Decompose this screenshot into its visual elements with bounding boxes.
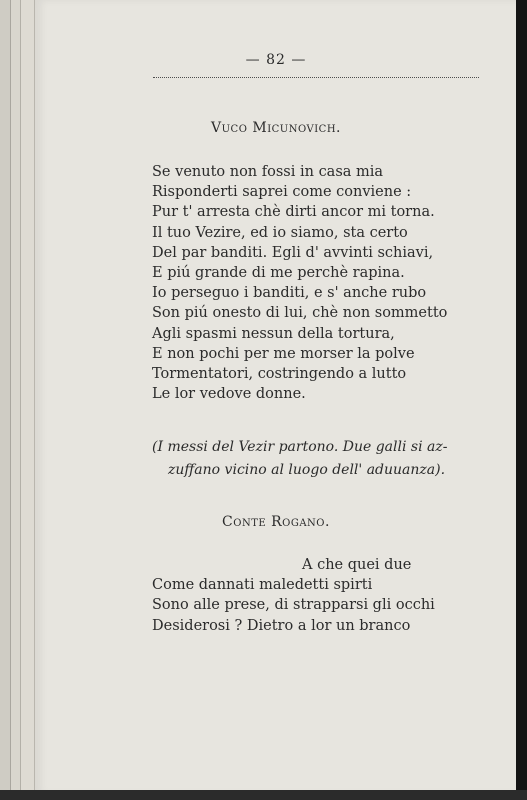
verse-line: E non pochi per me morser la polve xyxy=(152,345,415,362)
book-page xyxy=(34,0,517,794)
scan-border xyxy=(516,0,527,800)
stage-direction-line: zuffano vicino al luogo dell' aduuanza). xyxy=(168,462,446,478)
verse-line: Tormentatori, costringendo a lutto xyxy=(152,366,407,383)
speaker-heading: Vuco Micunovich. xyxy=(211,120,341,136)
verse-line: Pur t' arresta chè dirti ancor mi torna. xyxy=(152,204,435,221)
verse-line: Sono alle prese, di strapparsi gli occhi xyxy=(152,597,435,614)
verse-line: Del par banditi. Egli d' avvinti schiavi, xyxy=(152,244,434,261)
verse-block xyxy=(152,555,435,636)
verse-line: Io perseguo i banditi, e s' anche rubo xyxy=(152,285,427,302)
verse-line: E piú grande di me perchè rapina. xyxy=(152,265,405,282)
verse-line: A che quei due xyxy=(302,557,412,573)
verse-block xyxy=(152,162,447,404)
verse-line: Il tuo Vezire, ed io siamo, sta certo xyxy=(152,224,408,241)
verse-line: Son piú onesto di lui, chè non sommetto xyxy=(152,305,448,322)
verse-line: Se venuto non fossi in casa mia xyxy=(152,164,384,180)
verse-line: Desiderosi ? Dietro a lor un branco xyxy=(152,617,411,634)
header-rule xyxy=(153,77,479,78)
stage-direction-line: (I messi del Vezir partono. Due galli si az- xyxy=(152,439,448,455)
speaker-heading: Conte Rogano. xyxy=(222,514,330,530)
verse-line: Agli spasmi nessun della tortura, xyxy=(152,325,395,342)
scan-border xyxy=(0,790,527,800)
verse-line: Come dannati maledetti spirti xyxy=(152,577,373,594)
stage-direction xyxy=(152,436,482,482)
verse-line: Le lor vedove donne. xyxy=(152,386,306,403)
verse-line: Risponderti saprei come conviene : xyxy=(152,184,412,201)
page-number: — 82 — xyxy=(245,52,307,68)
